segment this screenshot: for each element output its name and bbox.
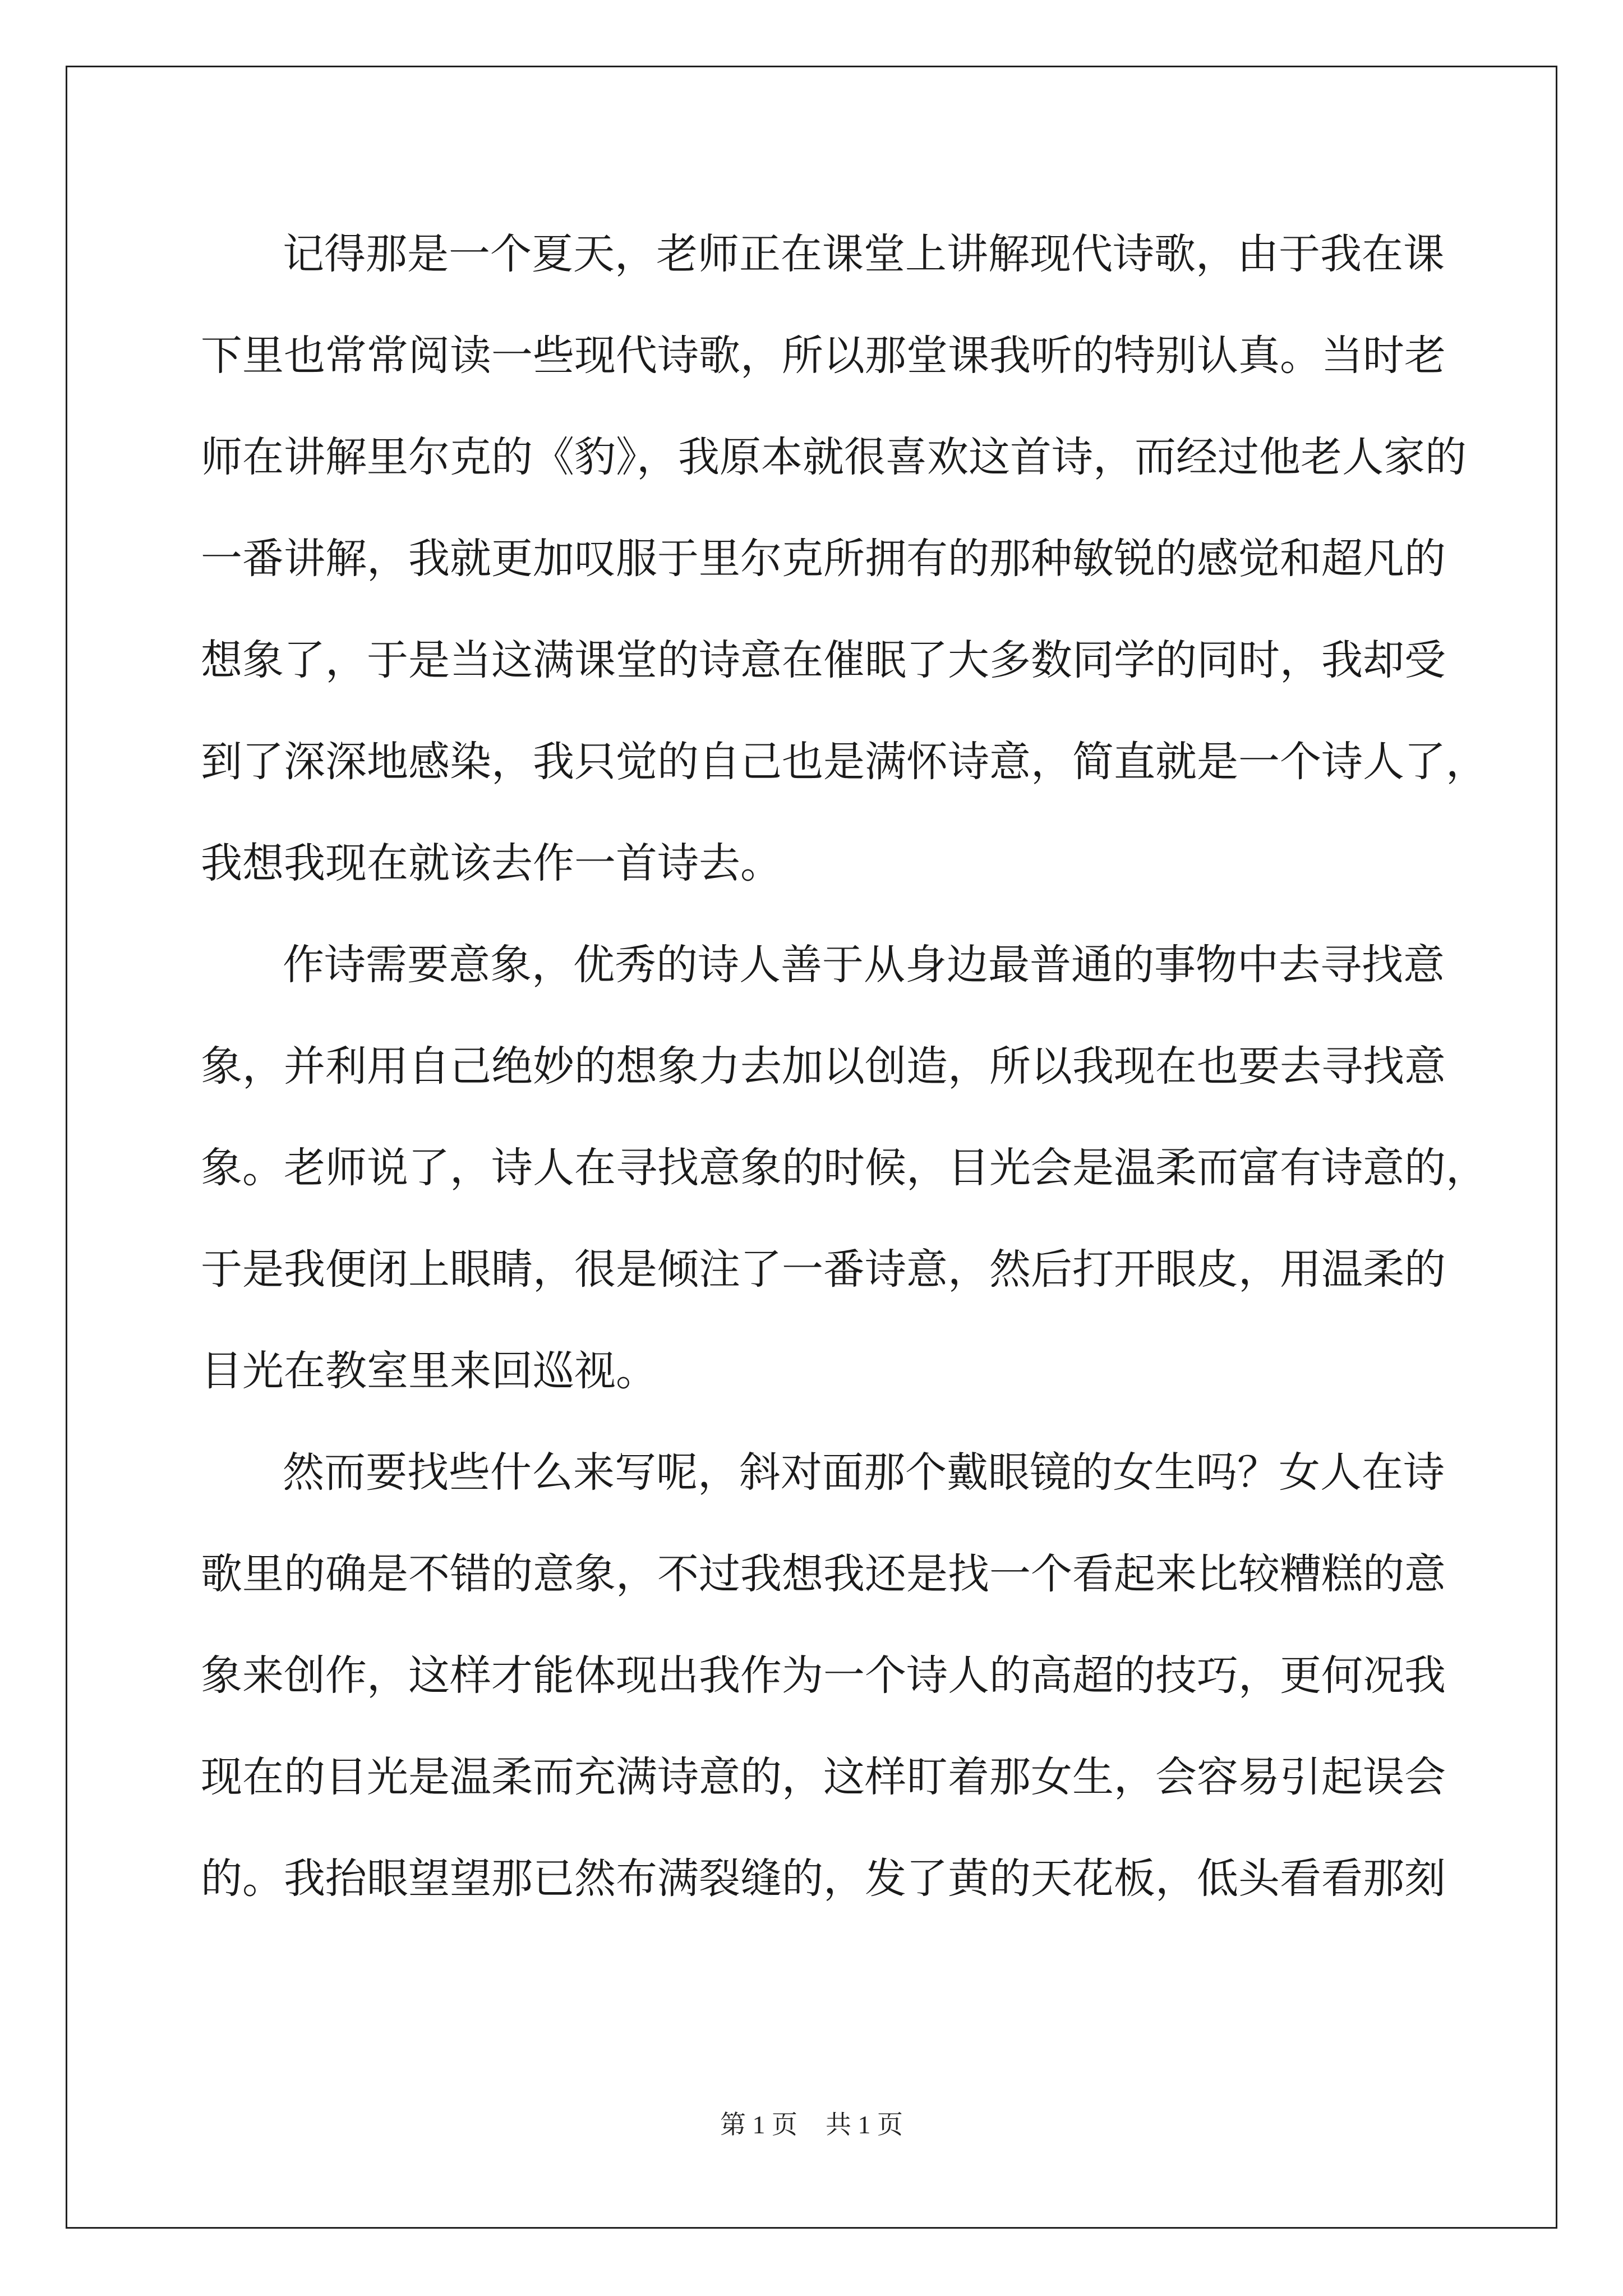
document-body	[201, 212, 1487, 1938]
paragraph-3-line-2: 歌里的确是不错的意象，不过我想我还是找一个看起来比较糟糕的意	[201, 1550, 1446, 1598]
paragraph-3-line-4: 现在的目光是温柔而充满诗意的，这样盯着那女生，会容易引起误会	[201, 1753, 1446, 1801]
page-footer	[0, 2108, 1623, 2142]
paragraph-1-line-5: 想象了，于是当这满课堂的诗意在催眠了大多数同学的同时，我却受	[201, 636, 1446, 684]
paragraph-1-line-1: 记得那是一个夏天，老师正在课堂上讲解现代诗歌，由于我在课	[283, 230, 1445, 278]
paragraph-2-line-3: 象。老师说了，诗人在寻找意象的时候，目光会是温柔而富有诗意的，	[201, 1144, 1487, 1192]
page-number: 第 1 页	[720, 2110, 797, 2139]
paragraph-3-line-1: 然而要找些什么来写呢，斜对面那个戴眼镜的女生吗？女人在诗	[283, 1448, 1445, 1497]
paragraph-2-line-2: 象，并利用自己绝妙的想象力去加以创造，所以我现在也要去寻找意	[201, 1042, 1446, 1091]
paragraph-2-line-1: 作诗需要意象，优秀的诗人善于从身边最普通的事物中去寻找意	[283, 941, 1445, 989]
page-total: 共 1 页	[826, 2110, 903, 2139]
paragraph-1-line-4: 一番讲解，我就更加叹服于里尔克所拥有的那种敏锐的感觉和超凡的	[201, 535, 1446, 583]
paragraph-1-line-2: 下里也常常阅读一些现代诗歌，所以那堂课我听的特别认真。当时老	[201, 332, 1446, 380]
paragraph-3-line-3: 象来创作，这样才能体现出我作为一个诗人的高超的技巧，更何况我	[201, 1651, 1446, 1700]
paragraph-1-line-7: 我想我现在就该去作一首诗去。	[201, 839, 782, 887]
paragraph-2-line-4: 于是我便闭上眼睛，很是倾注了一番诗意，然后打开眼皮，用温柔的	[201, 1245, 1446, 1294]
paragraph-2-line-5: 目光在教室里来回巡视。	[201, 1347, 657, 1395]
paragraph-1-line-3: 师在讲解里尔克的《豹》，我原本就很喜欢这首诗，而经过他老人家的	[201, 433, 1467, 481]
paragraph-1-line-6: 到了深深地感染，我只觉的自己也是满怀诗意，简直就是一个诗人了，	[201, 738, 1487, 786]
paragraph-3-line-5: 的。我抬眼望望那已然布满裂缝的，发了黄的天花板，低头看看那刻	[201, 1855, 1446, 1903]
